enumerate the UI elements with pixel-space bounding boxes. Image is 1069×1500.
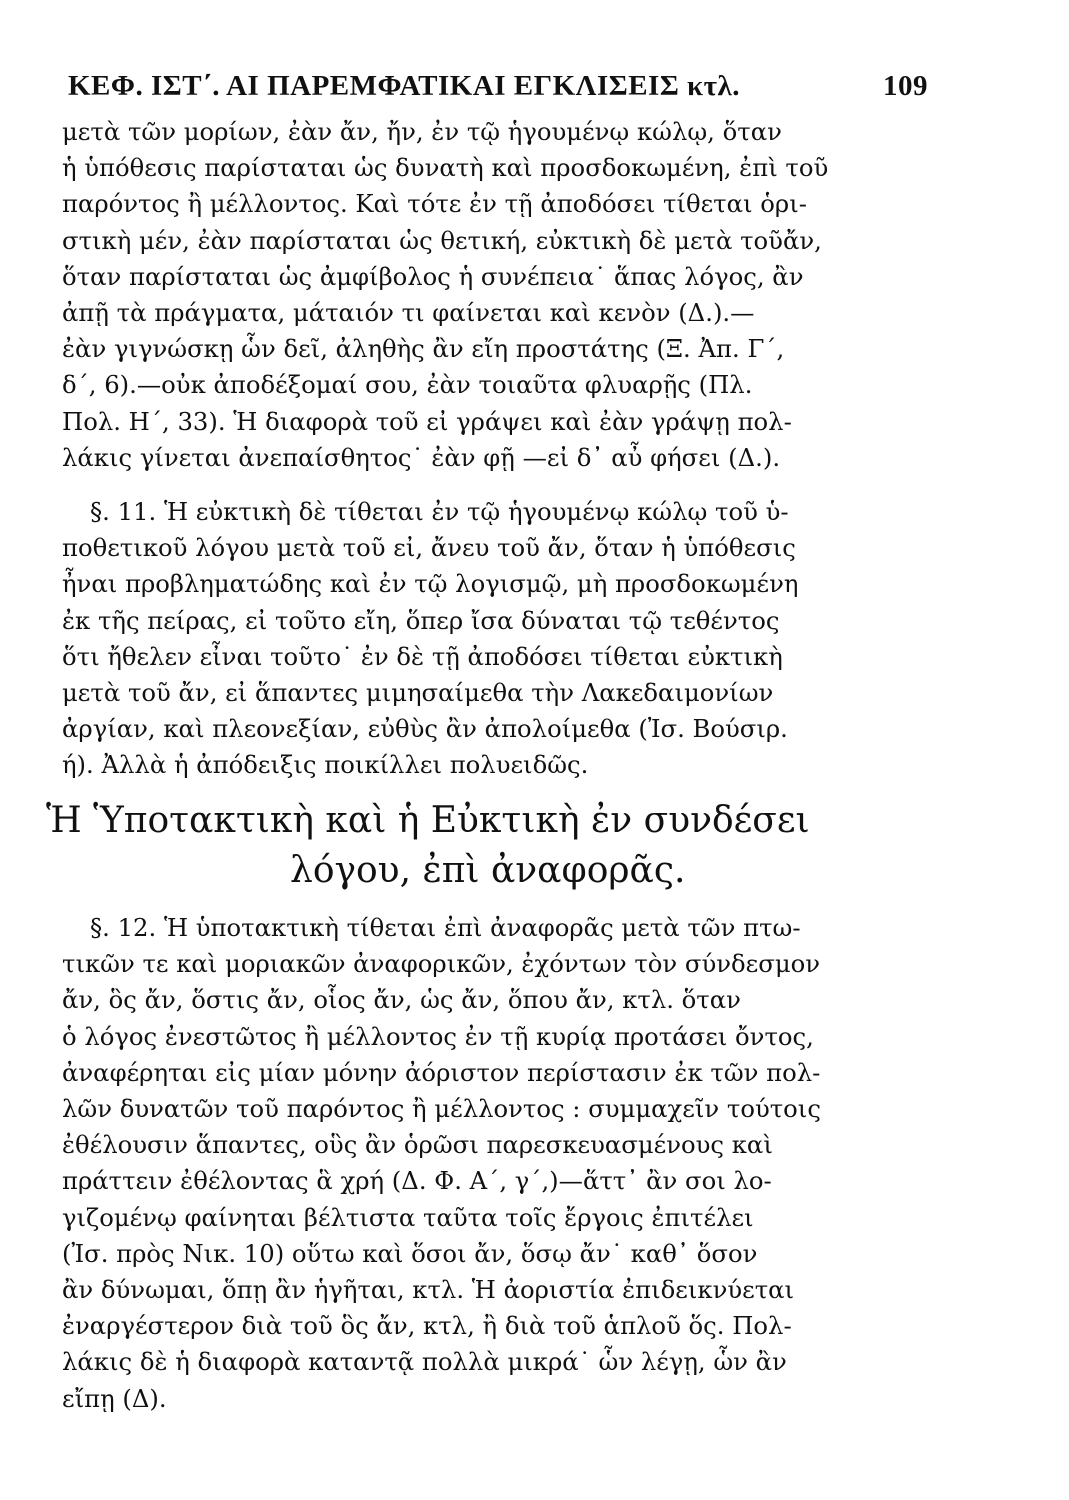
text-line: παρόντος ἢ μέλλοντος. Καὶ τότε ἐν τῇ ἀποδόσει τίθεται ὁρι- — [62, 189, 807, 219]
text-line: §. 11. Ἡ εὐκτικὴ δὲ τίθεται ἐν τῷ ἡγουμένῳ κώλῳ τοῦ ὑ- — [90, 497, 789, 526]
text-line: ἦναι προβληματώδης καὶ ἐν τῷ λογισμῷ, μὴ προσδοκωμένη — [62, 569, 799, 599]
text-line: τικῶν τε καὶ μοριακῶν ἀναφορικῶν, ἐχόντων τὸν σύνδεσμον — [62, 949, 821, 979]
text-line: μετὰ τῶν μορίων, ἐὰν ἄν, ἤν, ἐν τῷ ἡγουμένῳ κώλῳ, ὅταν — [62, 117, 782, 146]
text-line: δ΄, 6).—οὐκ ἀποδέξομαί σου, ἐὰν τοιαῦτα φλυαρῇς (Πλ. — [62, 370, 753, 400]
running-head-title: ΚΕΦ. ΙΣΤ΄. ΑΙ ΠΑΡΕΜΦΑΤΙΚΑΙ ΕΓΚΛΙΣΕΙΣ κτλ. — [68, 70, 740, 102]
text-line: ἄν, ὃς ἄν, ὅστις ἄν, οἷος ἄν, ὡς ἄν, ὅπου ἄν, κτλ. ὅταν — [62, 985, 741, 1015]
text-line: ὅταν παρίσταται ὡς ἀμφίβολος ἡ συνέπεια˙ ἅπας λόγος, ἂν — [62, 261, 804, 291]
paragraph-3 — [62, 910, 938, 1417]
text-line: λάκις δὲ ἡ διαφορὰ καταντᾷ πολλὰ μικρά˙ ὧν λέγῃ, ὧν ἂν — [62, 1347, 787, 1377]
text-line: §. 12. Ἡ ὑποτακτικὴ τίθεται ἐπὶ ἀναφορᾶς μετὰ τῶν πτω- — [90, 913, 801, 942]
text-line: ἐὰν γιγνώσκῃ ὧν δεῖ, ἀληθὴς ἂν εἴη προστάτης (Ξ. Ἀπ. Γ΄, — [62, 334, 785, 364]
text-line: στικὴ μέν, ἐὰν παρίσταται ὡς θετική, εὐκτικὴ δὲ μετὰ τοῦἄν, — [62, 225, 822, 255]
text-line: ἐθέλουσιν ἅπαντες, οὓς ἂν ὁρῶσι παρεσκευασμένους καὶ — [62, 1130, 773, 1160]
text-line: ὅτι ἤθελεν εἶναι τοῦτο˙ ἐν δὲ τῇ ἀποδόσει τίθεται εὐκτικὴ — [62, 641, 783, 671]
text-line: εἴπῃ (Δ). — [62, 1383, 167, 1413]
text-line: ἀργίαν, καὶ πλεονεξίαν, εὐθὺς ἂν ἀπολοίμεθα (Ἰσ. Βούσιρ. — [62, 714, 788, 744]
text-line: ή). Ἀλλὰ ἡ ἀπόδειξις ποικίλλει πολυειδῶς. — [62, 750, 589, 780]
text-line: ὁ λόγος ἐνεστῶτος ἢ μέλλοντος ἐν τῇ κυρίᾳ προτάσει ὄντος, — [62, 1021, 814, 1051]
text-line: ἀναφέρηται εἰς μίαν μόνην ἀόριστον περίστασιν ἐκ τῶν πολ- — [62, 1057, 821, 1087]
text-line: (Ἰσ. πρὸς Νικ. 10) οὕτω καὶ ὅσοι ἄν, ὅσῳ ἄν˙ καθ᾽ ὅσον — [62, 1238, 758, 1268]
paragraph-1 — [62, 114, 938, 476]
paragraph-2 — [62, 494, 938, 784]
text-line: ἐκ τῆς πείρας, εἰ τοῦτο εἴη, ὅπερ ἴσα δύναται τῷ τεθέντος — [62, 605, 780, 635]
text-line: λάκις γίνεται ἀνεπαίσθητος˙ ἐὰν φῇ —εἰ δ᾽ αὖ φήσει (Δ.). — [62, 442, 781, 472]
section-heading-line-2: λόγου, ἐπὶ ἀναφορᾶς. — [290, 850, 686, 891]
page-number: 109 — [883, 70, 928, 102]
text-line: μετὰ τοῦ ἄν, εἰ ἅπαντες μιμησαίμεθα τὴν Λακεδαιμονίων — [62, 678, 774, 708]
text-line: ἂν δύνωμαι, ὅπῃ ἂν ἡγῆται, κτλ. Ἡ ἀοριστία ἐπιδεικνύεται — [62, 1275, 795, 1305]
text-line: ἐναργέστερον διὰ τοῦ ὃς ἄν, κτλ, ἢ διὰ τοῦ ἁπλοῦ ὅς. Πολ- — [62, 1311, 792, 1341]
text-line: ἡ ὑπόθεσις παρίσταται ὡς δυνατὴ καὶ προσδοκωμένη, ἐπὶ τοῦ — [62, 153, 829, 183]
text-line: Πολ. Η΄, 33). Ἡ διαφορὰ τοῦ εἰ γράψει καὶ ἐὰν γράψῃ πολ- — [62, 406, 792, 436]
text-line: πράττειν ἐθέλοντας ἃ χρή (Δ. Φ. Α΄, γ΄,)—ἅττ᾽ ἂν σοι λο- — [62, 1166, 772, 1196]
text-line: λῶν δυνατῶν τοῦ παρόντος ἢ μέλλοντος : συμμαχεῖν τούτοις — [62, 1094, 821, 1124]
text-line: γιζομένῳ φαίνηται βέλτιστα ταῦτα τοῖς ἔργοις ἐπιτέλει — [62, 1202, 754, 1232]
section-heading-line-1: Ἡ Ὑποτακτικὴ καὶ ἡ Εὐκτικὴ ἐν συνδέσει — [46, 800, 810, 841]
text-line: ποθετικοῦ λόγου μετὰ τοῦ εἰ, ἄνευ τοῦ ἄν, ὅταν ἡ ὑπόθεσις — [62, 533, 796, 563]
text-line: ἀπῇ τὰ πράγματα, μάταιόν τι φαίνεται καὶ κενὸν (Δ.).— — [62, 298, 755, 328]
running-head — [68, 70, 928, 103]
